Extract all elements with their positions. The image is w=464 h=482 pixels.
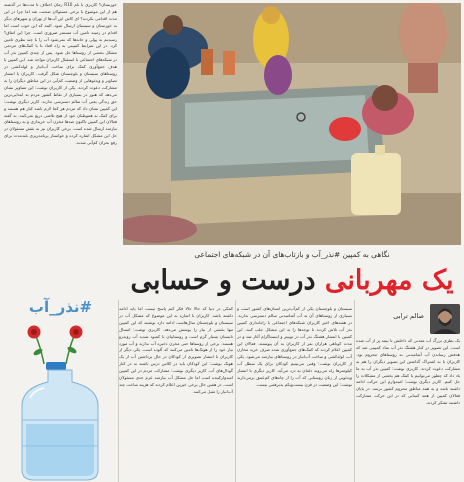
article-photo: [123, 3, 461, 245]
author-avatar: [430, 304, 460, 334]
rose-icon: [70, 326, 83, 339]
column-divider: [235, 300, 236, 482]
photo-caption: نگاهی به کمپین #نذر_آب و بازتاب‌های آن در شبکه‌های اجتماعی: [194, 250, 390, 259]
article-column-middle: کمکی در دنیا که حالا حالا فکر کنم پاسخ نیست اما باید ادامه داشته باشد. کاربران با اشاره به این موضوع که مشکل آب در سیستان و بلوچستان سال‌هاست ادامه دارد نوشتند که این کمپین تنها بخشی از نیاز را پوشش می‌دهد. کاربری نوشت: امسال تابستان بسیار گرم است و روستاییان با کمبود شدید آب روبه‌رو هستند. برخی از روستاها حتی مخزن ذخیره آب ندارند و آب مورد نیاز خود را از هوتک‌ها تامین می‌کنند که آلوده است. یکی دیگر از کاربران با انتشار تصویری از کودکان در حال برداشتن آب از یک هوتک نوشت: این کودکان باید در کلاس درس باشند نه در کنار گودال‌های آب. کاربر دیگری نوشت: مشارکت مردم در این کمپین امیدوارکننده است اما حل مشکل آب نیازمند عزم جدی مسئولان است. در همین حال برخی خیرین اعلام کردند که هزینه ساخت چند آب‌انبار را تقبل می‌کنند.: [119, 306, 233, 394]
author-portrait-icon: [430, 304, 460, 334]
author-byline: [356, 304, 460, 335]
water-jug-illustration: [4, 324, 117, 482]
campaign-illustration: [4, 290, 117, 482]
article-column-left: خوزستان؟ کاربری با نام R10 زمان اختلاف تا مدت‌ها در گذشته هم از این موضوع با برخی مسئولان صحبت شد اما چرا در این مدت اقدامی نکردند؟ ای کاش این آب‌ها از تهران و شهرهای دیگر به خوزستان و سیستان ارسال شود. البته که این خوب است اما اقدام در زمینه تامین آب مستمر ضروری است. چرا این اتفاق؟ رسیدیم به پولی و خانه‌ها که نمی‌شود آب را با چند بطری تامین کرد. در این شرایط کمپینی به راه افتاد تا با کمک‌های مردمی مشکل بخشی از روستاها حل شود. پس از چندی کمپین نذر آب در شبکه‌های اجتماعی با استقبال کاربران مواجه شد. این کمپین با هدف جمع‌آوری کمک برای ساخت آب‌انبار و لوله‌کشی در روستاهای سیستان و بلوچستان شکل گرفت. کاربران با انتشار تصاویر و ویدئوهایی از وضعیت کم‌آبی در این مناطق دیگران را به مشارکت دعوت کردند. یکی از کاربران نوشت: این تصاویر نشان می‌دهد که هنوز در بسیاری از نقاط کشور مردم به ابتدایی‌ترین حق زندگی یعنی آب سالم دسترسی ندارند. کاربر دیگری نوشت: این کمپین نشان داد که مردم هر کجا لازم باشد کنار هم هستند و برای کمک به هموطنان خود از هیچ تلاشی دریغ نمی‌کنند. به گفته فعالان این کمپین تاکنون صدها مخزن آب خریداری و به روستاهای نیازمند ارسال شده است. برخی کاربران نیز به نقش مسئولان در حل این مشکل اشاره کرده و خواستار برنامه‌ریزی بلندمدت برای رفع بحران کم‌آبی شدند.: [4, 2, 117, 146]
headline: [123, 263, 461, 299]
article-column-center: سیستان و بلوچستان یکی از کم‌آب‌ترین استان‌های کشور است و بسیاری از روستاهای آن به آب آشامیدنی سالم دسترسی ندارند. در هفته‌های اخیر کاربران شبکه‌های اجتماعی با راه‌اندازی کمپین نذر آب تلاش کردند تا توجه‌ها را به این مشکل جلب کنند. این کمپین با انتشار هشتگ نذر آب در توییتر و اینستاگرام آغاز شد و در مدت کوتاهی هزاران نفر از کاربران به آن پیوستند. فعالان این کمپین اعلام کردند که کمک‌های جمع‌آوری شده صرف خرید مخازن آب، لوله‌کشی و ساخت آب‌انبار در روستاهای نیازمند می‌شود. یکی از کاربران نوشت: وقتی می‌بینیم کودکان برای یک سطل آب کیلومترها راه می‌روند دلمان به درد می‌آید. کاربر دیگری با انتشار ویدئویی از زنان روستایی که آب را از چاه‌های کم‌عمق برمی‌دارند نوشت: این وضعیت در قرن بیست‌ویکم پذیرفتنی نیست.: [237, 306, 352, 387]
rose-icon: [28, 326, 41, 339]
photo-illustration: [123, 3, 461, 245]
headline-accent: یک مهربانی: [324, 265, 454, 296]
article-column-right: یک بطری بزرگ آب معدنی که داخلش تا نیمه پر از آب شده است. این تصویر در کنار هشتگ نذر آب نماد کمپینی شد که هدفش رساندن آب آشامیدنی به روستاهای محروم بود. کاربران با به اشتراک گذاشتن این تصویر دیگران را هم به مشارکت دعوت کردند. کاربری نوشت: کمپین نذر آب به ما یاد داد که چطور می‌توانیم با کمک هم بخشی از مشکلات را حل کنیم. کاربر دیگری نوشت: امیدوارم این حرکت ادامه داشته باشد و به همه مناطق محروم کشور برسد. در پایان فعالان کمپین از همه کسانی که در این حرکت مشارکت داشتند تشکر کردند.: [356, 338, 460, 406]
headline-rest: درست و حسابی: [130, 265, 325, 296]
campaign-hashtag: #نذر_آب: [28, 298, 93, 316]
column-divider: [354, 300, 355, 482]
author-name: صالم ترابی: [393, 312, 424, 320]
